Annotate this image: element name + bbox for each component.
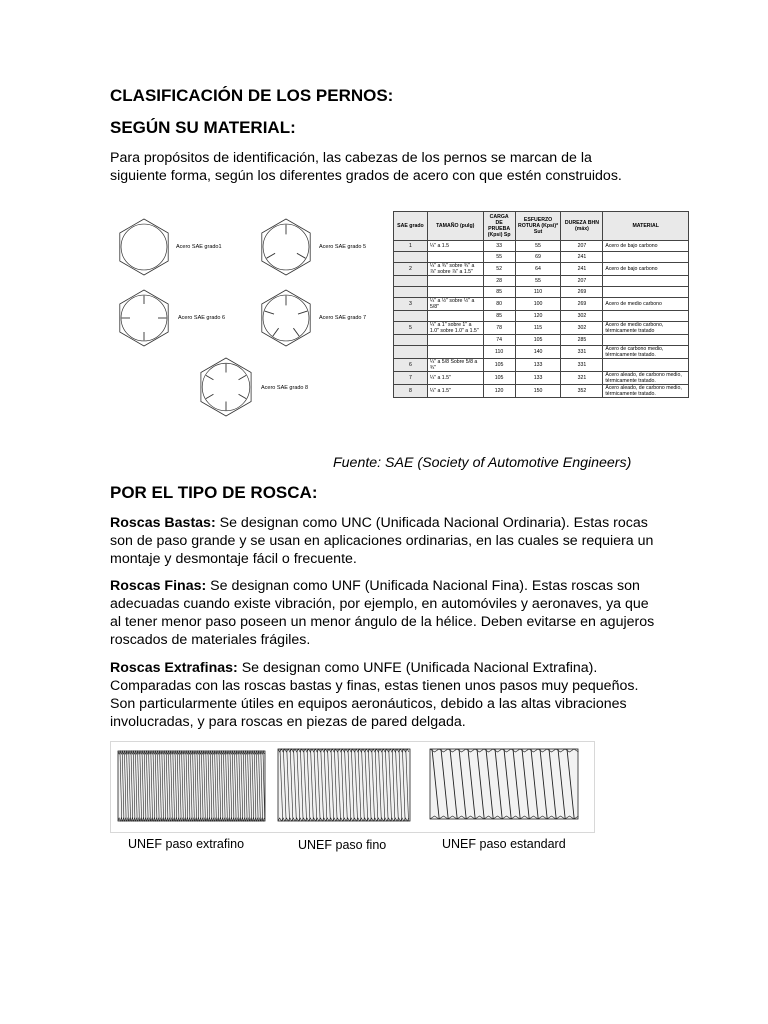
sae-grade-table xyxy=(393,211,689,398)
table-cell: 1 xyxy=(394,241,428,252)
standard-thread-image xyxy=(430,749,579,819)
table-cell: 105 xyxy=(483,359,515,372)
table-row xyxy=(394,346,689,359)
extrafine-thread-term: Roscas Extrafinas: xyxy=(110,660,238,676)
table-cell: 285 xyxy=(561,335,603,346)
table-header: ESFUERZO ROTURA (Kpsi)* Sut xyxy=(515,212,561,241)
material-heading: SEGÚN SU MATERIAL: xyxy=(110,118,296,137)
table-cell xyxy=(394,276,428,287)
table-cell: 105 xyxy=(483,372,515,385)
table-row xyxy=(394,276,689,287)
table-cell xyxy=(427,252,483,263)
table-row xyxy=(394,287,689,298)
table-cell: ¼" a 1" sobre 1" a 1.0" sobre 1.0" a 1.5" xyxy=(427,322,483,335)
table-cell: 5 xyxy=(394,322,428,335)
thread-caption: UNEF paso extrafino xyxy=(128,837,245,851)
table-cell: 241 xyxy=(561,263,603,276)
bolt-head-label: Acero SAE grado1 xyxy=(176,244,222,250)
table-cell: 331 xyxy=(561,346,603,359)
fine-thread-term: Roscas Finas: xyxy=(110,578,207,594)
fine-thread-text: Se designan como UNF (Unificada Nacional Fina). Estas roscas son adecuadas cuando existe vibración, por ejemplo, en automóviles y aeronaves, ya que al tener menor paso poseen un menor ángulo de la hélice. Deben evitarse en agujeros roscados de materiales frágiles. xyxy=(110,578,655,648)
table-row xyxy=(394,252,689,263)
table-cell: 110 xyxy=(483,346,515,359)
table-cell: 74 xyxy=(483,335,515,346)
table-cell: ¼" a 1.5" xyxy=(427,385,483,398)
table-cell: 133 xyxy=(515,372,561,385)
table-row xyxy=(394,372,689,385)
table-header: MATERIAL xyxy=(603,212,689,241)
thread-type-heading: POR EL TIPO DE ROSCA: xyxy=(110,483,318,502)
thread-caption: UNEF paso fino xyxy=(298,838,387,852)
table-cell: 85 xyxy=(483,287,515,298)
table-cell xyxy=(603,311,689,322)
table-cell: Acero aleado, de carbono medio, térmicamente tratado. xyxy=(603,385,689,398)
table-cell xyxy=(603,252,689,263)
table-cell xyxy=(603,276,689,287)
fine-thread-image xyxy=(278,749,410,821)
table-cell: 207 xyxy=(561,276,603,287)
table-cell: Acero de medio carbono, térmicamente tratado xyxy=(603,322,689,335)
table-cell: 115 xyxy=(515,322,561,335)
bolt-head-icon xyxy=(262,290,310,346)
table-cell: 3 xyxy=(394,298,428,311)
table-cell: 352 xyxy=(561,385,603,398)
table-row xyxy=(394,263,689,276)
table-cell: 64 xyxy=(515,263,561,276)
table-cell xyxy=(427,276,483,287)
table-cell: Acero de bajo carbono xyxy=(603,241,689,252)
table-cell: Acero aleado, de carbono medio, térmicamente tratado. xyxy=(603,372,689,385)
table-cell: 55 xyxy=(483,252,515,263)
extrafine-thread-paragraph xyxy=(110,659,655,731)
table-cell: 331 xyxy=(561,359,603,372)
table-cell xyxy=(427,287,483,298)
table-header: TAMAÑO (pulg) xyxy=(427,212,483,241)
table-cell: 120 xyxy=(483,385,515,398)
table-header: DUREZA BHN (máx) xyxy=(561,212,603,241)
table-cell xyxy=(394,335,428,346)
table-row xyxy=(394,335,689,346)
bolt-head-icon xyxy=(120,219,168,275)
table-cell: ¼" a ½" sobre ½" a 5/8" xyxy=(427,298,483,311)
bolt-head-icon xyxy=(201,358,251,416)
table-cell xyxy=(427,346,483,359)
table-cell: 110 xyxy=(515,287,561,298)
table-cell: 105 xyxy=(515,335,561,346)
fine-thread-paragraph xyxy=(110,577,655,649)
table-cell: 55 xyxy=(515,276,561,287)
table-cell: 120 xyxy=(515,311,561,322)
bolt-head-label: Acero SAE grado 5 xyxy=(319,244,367,250)
title-heading: CLASIFICACIÓN DE LOS PERNOS: xyxy=(110,86,394,105)
extrafine-thread-text: Se designan como UNFE (Unificada Nacional Extrafina). Comparadas con las roscas bastas y finas, estas tienen unos pasos muy pequeños. Son particularmente útiles en equipos aeronáuticos, debido a las altas vibraciones involucradas, y para roscas en piezas de pared delgada. xyxy=(110,660,639,730)
table-cell: Acero de medio carbono xyxy=(603,298,689,311)
table-cell: 100 xyxy=(515,298,561,311)
table-cell: 8 xyxy=(394,385,428,398)
table-cell xyxy=(394,311,428,322)
coarse-thread-text: Se designan como UNC (Unificada Nacional Ordinaria). Estas rocas son de paso grande y se usan en aplicaciones ordinarias, en las cuales se requiera un montaje y desmontaje fácil o frecuente. xyxy=(110,515,654,567)
table-cell: 207 xyxy=(561,241,603,252)
table-cell: 2 xyxy=(394,263,428,276)
table-cell: 140 xyxy=(515,346,561,359)
table-cell: 269 xyxy=(561,287,603,298)
table-cell xyxy=(394,252,428,263)
table-cell: Acero de bajo carbono xyxy=(603,263,689,276)
table-cell: 55 xyxy=(515,241,561,252)
table-cell: 28 xyxy=(483,276,515,287)
table-row xyxy=(394,298,689,311)
table-cell: 52 xyxy=(483,263,515,276)
table-cell: 321 xyxy=(561,372,603,385)
table-row xyxy=(394,322,689,335)
table-cell xyxy=(394,346,428,359)
coarse-thread-paragraph xyxy=(110,514,655,568)
table-header: SAE grado xyxy=(394,212,428,241)
table-cell: 302 xyxy=(561,311,603,322)
table-row xyxy=(394,241,689,252)
bolt-head-label: Acero SAE grado 7 xyxy=(319,315,367,321)
table-cell xyxy=(603,287,689,298)
table-row xyxy=(394,385,689,398)
table-cell: ¼" a 1.5" xyxy=(427,372,483,385)
table-cell: 85 xyxy=(483,311,515,322)
coarse-thread-term: Roscas Bastas: xyxy=(110,515,216,531)
table-row xyxy=(394,311,689,322)
bolt-head-label: Acero SAE grado 6 xyxy=(178,315,226,321)
table-row xyxy=(394,359,689,372)
source-caption: Fuente: SAE (Society of Automotive Engineers) xyxy=(333,455,632,471)
table-cell: 80 xyxy=(483,298,515,311)
table-cell xyxy=(427,311,483,322)
table-cell: ¼" a 1.5 xyxy=(427,241,483,252)
thread-caption: UNEF paso estandard xyxy=(442,837,566,851)
table-cell xyxy=(427,335,483,346)
table-cell: 241 xyxy=(561,252,603,263)
table-cell xyxy=(603,335,689,346)
table-header: CARGA DE PRUEBA (Kpsi) Sp xyxy=(483,212,515,241)
table-cell: 6 xyxy=(394,359,428,372)
table-cell xyxy=(603,359,689,372)
table-cell: 7 xyxy=(394,372,428,385)
table-cell: Acero de carbono medio, térmicamente tratado. xyxy=(603,346,689,359)
table-cell: 150 xyxy=(515,385,561,398)
table-cell xyxy=(394,287,428,298)
table-cell: 78 xyxy=(483,322,515,335)
table-cell: 302 xyxy=(561,322,603,335)
table-cell: ¼" a ¾" sobre ¾" a ⅞" sobre ⅞" a 1.5" xyxy=(427,263,483,276)
table-cell: 269 xyxy=(561,298,603,311)
extrafine-thread-image xyxy=(118,751,265,821)
bolt-head-icon xyxy=(262,219,310,275)
table-cell: 133 xyxy=(515,359,561,372)
table-cell: 69 xyxy=(515,252,561,263)
bolt-head-label: Acero SAE grado 8 xyxy=(261,385,309,391)
intro-paragraph: Para propósitos de identificación, las cabezas de los pernos se marcan de la siguiente forma, según los diferentes grados de acero con que estén construidos. xyxy=(110,150,622,184)
table-cell: ¼" a 5/8 Sobre 5/8 a ¾" xyxy=(427,359,483,372)
bolt-head-icon xyxy=(120,290,168,346)
thread-pitch-figure xyxy=(110,741,595,833)
table-cell: 33 xyxy=(483,241,515,252)
